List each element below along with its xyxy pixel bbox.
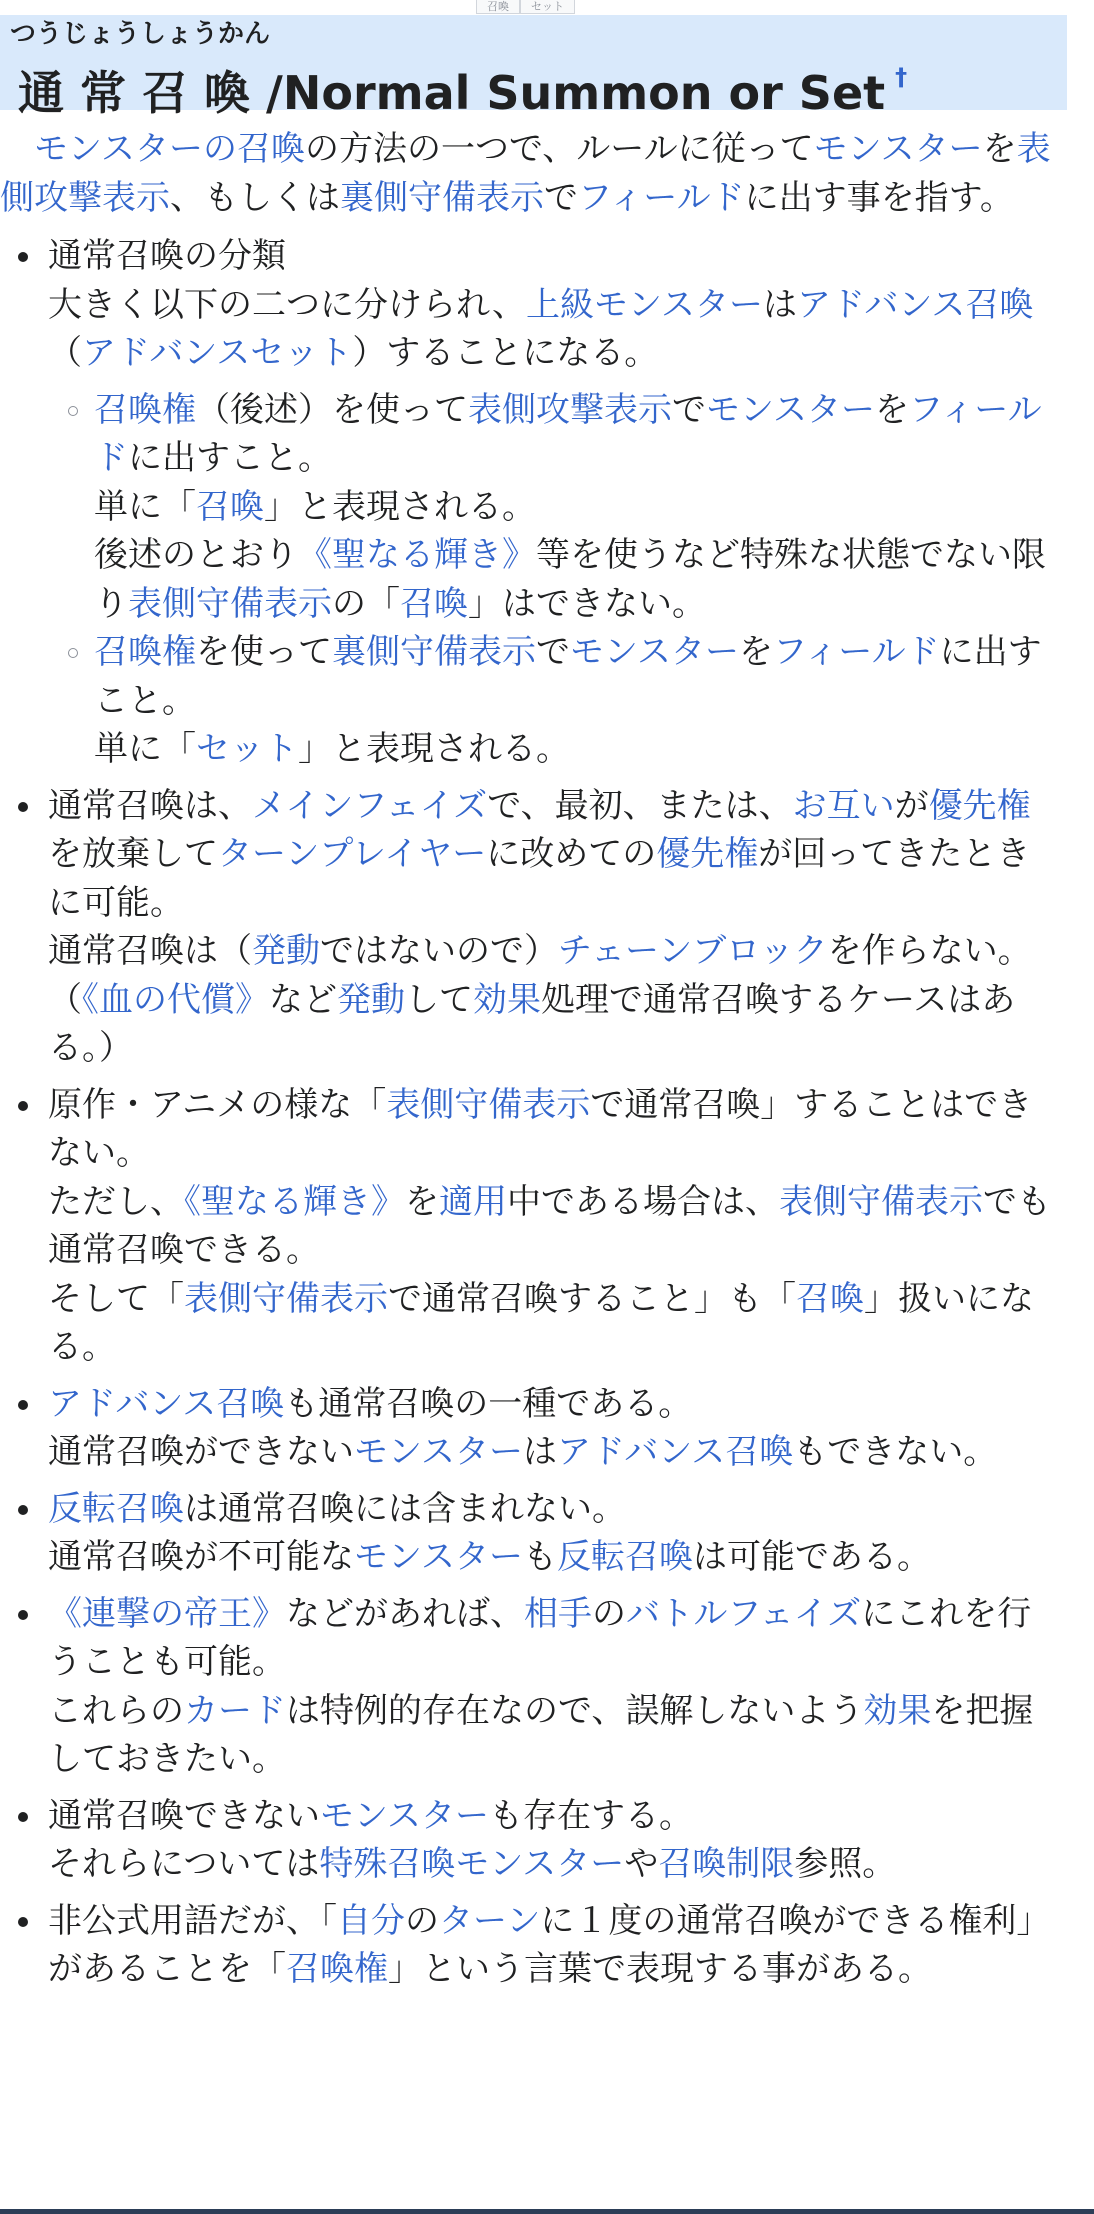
text-segment: ではないので） xyxy=(320,931,558,971)
tab-summon[interactable]: 召喚 xyxy=(476,0,520,14)
inline-link[interactable]: 表側守備表示 xyxy=(184,1278,388,1319)
text-segment: そして「 xyxy=(48,1278,184,1319)
text-segment: 」扱いになる。 xyxy=(48,1278,1034,1367)
text-segment: 」という言葉で表現する事がある。 xyxy=(388,1949,932,1989)
inline-link[interactable]: 《連撃の帝王》 xyxy=(48,1593,286,1634)
page-header xyxy=(0,15,1067,120)
text-segment: の「 xyxy=(332,583,400,624)
page-title-text: 通 常 召 喚 /Normal Summon or Set xyxy=(18,66,886,120)
list-item xyxy=(0,1081,1060,1372)
inline-link[interactable]: 上級モンスター xyxy=(526,284,764,325)
text-segment: も存在する。 xyxy=(488,1795,693,1836)
top-tabs xyxy=(476,0,575,14)
text-segment: に１度の通常召喚ができる権利」があることを「 xyxy=(48,1900,1051,1989)
text-segment: で xyxy=(544,177,578,218)
inline-link[interactable]: モンスターの召喚 xyxy=(34,129,305,169)
text-segment: 中である場合は、 xyxy=(507,1181,779,1222)
text-segment: に出すこと。 xyxy=(128,438,332,478)
list-item xyxy=(0,1485,1060,1582)
inline-link[interactable]: 優先権 xyxy=(656,834,759,874)
text-segment: に出すこと。 xyxy=(94,632,1042,721)
text-segment: で、最初、または、 xyxy=(487,785,793,826)
text-segment: を xyxy=(738,632,773,672)
inline-link[interactable]: 表側守備表示 xyxy=(128,583,332,624)
text-segment: 原作・アニメの様な「 xyxy=(48,1084,387,1125)
text-segment: 」と表現される。 xyxy=(264,486,536,527)
text-segment: もできない。 xyxy=(793,1432,998,1472)
inline-link[interactable]: 特殊召喚モンスター xyxy=(319,1844,625,1884)
list-item xyxy=(0,232,1060,774)
text-segment: は特例的存在なので、誤解しないよう xyxy=(286,1690,864,1731)
text-segment: を作らない。 xyxy=(827,931,1032,971)
text-segment: 、もしくは xyxy=(170,177,340,218)
text-segment: （ xyxy=(48,333,82,373)
inline-link[interactable]: カード xyxy=(184,1690,286,1731)
text-segment: などがあれば、 xyxy=(286,1593,524,1634)
intro-paragraph xyxy=(0,125,1060,222)
inline-link[interactable]: ターンプレイヤー xyxy=(218,834,487,874)
text-segment: ただし、 xyxy=(48,1181,184,1222)
text-segment: は通常召喚には含まれない。 xyxy=(184,1488,626,1529)
sub-list xyxy=(48,386,1060,774)
inline-link[interactable]: アドバンス召喚 xyxy=(556,1432,794,1472)
text-segment xyxy=(0,129,34,169)
text-segment: （ xyxy=(48,979,82,1020)
text-segment: で xyxy=(672,389,706,430)
inline-link[interactable]: 表側攻撃表示 xyxy=(0,129,1051,218)
text-segment: も通常召喚の一種である。 xyxy=(284,1383,693,1424)
text-segment: は xyxy=(763,284,798,325)
inline-link[interactable]: 召喚 xyxy=(400,583,468,624)
text-segment: 処理で通常召喚するケースはある。） xyxy=(48,979,1016,1068)
inline-link[interactable]: 召喚制限 xyxy=(658,1844,795,1884)
text-segment: 単に「 xyxy=(94,729,196,769)
inline-link[interactable]: 反転召喚 xyxy=(556,1537,693,1577)
inline-link[interactable]: 《聖なる輝き》 xyxy=(298,535,536,575)
inline-link[interactable]: 召喚権 xyxy=(94,389,196,430)
text-segment: を放棄して xyxy=(48,834,218,874)
list-item xyxy=(0,1792,1060,1889)
text-segment: （後述）を使って xyxy=(196,389,468,430)
inline-link[interactable]: 《血の代償》 xyxy=(82,979,269,1020)
text-segment: を xyxy=(982,129,1017,169)
text-segment: に出す事を指す。 xyxy=(744,177,1014,218)
inline-link[interactable]: メインフェイズ xyxy=(252,785,488,826)
text-segment: 通常召喚の分類 xyxy=(48,236,286,276)
text-segment: それらについては xyxy=(48,1844,320,1884)
text-segment: は可能である。 xyxy=(692,1537,931,1577)
article-body xyxy=(0,125,1060,2002)
inline-link[interactable]: フィールド xyxy=(94,389,1042,478)
sub-list-item xyxy=(48,628,1060,774)
inline-link[interactable]: 優先権 xyxy=(928,785,1031,826)
text-segment: も xyxy=(522,1537,557,1577)
text-segment: を xyxy=(405,1181,439,1222)
inline-link[interactable]: 表側守備表示 xyxy=(386,1084,591,1125)
inline-link[interactable]: 召喚権 xyxy=(286,1949,388,1989)
inline-link[interactable]: フィールド xyxy=(578,177,745,218)
text-segment: 」と表現される。 xyxy=(298,729,570,769)
text-segment: 後述のとおり xyxy=(94,535,298,575)
text-segment: 通常召喚は（ xyxy=(48,931,252,971)
inline-link[interactable]: 相手 xyxy=(524,1593,592,1634)
text-segment: の方法の一つで、ルールに従って xyxy=(304,129,814,169)
text-segment: して xyxy=(405,979,473,1020)
text-segment: が回ってきたときに可能。 xyxy=(48,834,1031,923)
text-segment: を xyxy=(874,389,909,430)
inline-link[interactable]: 自分 xyxy=(337,1900,405,1941)
text-segment: に改めての xyxy=(486,834,657,874)
text-segment: 非公式用語だが、「 xyxy=(48,1900,337,1941)
text-segment: が xyxy=(894,785,929,826)
dagger-link[interactable]: † xyxy=(895,63,908,91)
inline-link[interactable]: モンスター xyxy=(570,632,739,672)
inline-link[interactable]: セット xyxy=(196,729,298,769)
text-segment: の xyxy=(592,1593,626,1634)
inline-link[interactable]: アドバンス召喚 xyxy=(48,1383,285,1424)
text-segment: 」はできない。 xyxy=(468,583,706,624)
list-item xyxy=(0,1380,1060,1477)
inline-link[interactable]: モンスター xyxy=(354,1537,523,1577)
inline-link[interactable]: 適用 xyxy=(439,1181,507,1222)
text-segment: を使って xyxy=(196,632,332,672)
text-segment: 単に「 xyxy=(94,486,196,527)
inline-link[interactable]: お互い xyxy=(792,785,895,826)
bullet-list xyxy=(0,232,1060,1994)
tab-set[interactable]: セット xyxy=(520,0,575,14)
text-segment: など xyxy=(269,979,337,1020)
text-segment: や xyxy=(624,1844,659,1884)
inline-link[interactable]: アドバンスセット xyxy=(82,333,353,373)
list-item xyxy=(0,1590,1060,1784)
inline-link[interactable]: 裏側守備表示 xyxy=(340,177,544,218)
inline-link[interactable]: 反転召喚 xyxy=(48,1488,184,1529)
text-segment: を把握しておきたい。 xyxy=(48,1690,1034,1779)
page-title xyxy=(18,49,907,121)
text-segment: これらの xyxy=(48,1690,184,1731)
inline-link[interactable]: 効果 xyxy=(473,979,541,1020)
inline-link[interactable]: 表側守備表示 xyxy=(779,1181,983,1222)
inline-link[interactable]: ターン xyxy=(439,1900,541,1941)
text-segment: は xyxy=(522,1432,557,1472)
inline-link[interactable]: モンスター xyxy=(813,129,983,169)
text-segment: 大きく以下の二つに分けられ、 xyxy=(48,284,527,325)
sub-list-item xyxy=(48,386,1060,629)
bottom-bar xyxy=(0,2209,1094,2214)
inline-link[interactable]: 表側攻撃表示 xyxy=(468,389,672,430)
inline-link[interactable]: 発動 xyxy=(337,979,405,1020)
title-ruby: つうじょうしょうかん xyxy=(10,19,271,49)
list-item xyxy=(0,782,1060,1073)
inline-link[interactable]: 裏側守備表示 xyxy=(332,632,536,672)
inline-link[interactable]: 召喚 xyxy=(196,486,264,527)
inline-link[interactable]: モンスター xyxy=(706,389,875,430)
text-segment: の xyxy=(405,1900,439,1941)
inline-link[interactable]: フィールド xyxy=(772,632,940,672)
text-segment: 参照。 xyxy=(794,1844,897,1884)
inline-link[interactable]: 発動 xyxy=(252,931,320,971)
text-segment: で通常召喚すること」も「 xyxy=(388,1278,796,1319)
text-segment: で通常召喚」することはできない。 xyxy=(48,1084,1033,1173)
text-segment: 通常召喚が不可能な xyxy=(48,1537,354,1577)
text-segment: ）することになる。 xyxy=(352,333,659,373)
text-segment: 通常召喚は、 xyxy=(48,785,252,826)
inline-link[interactable]: モンスター xyxy=(320,1795,489,1836)
text-segment: 等を使うなど特殊な状態でない限り xyxy=(94,535,1046,624)
inline-link[interactable]: バトルフェイズ xyxy=(626,1593,862,1634)
inline-link[interactable]: 召喚 xyxy=(796,1278,864,1319)
text-segment: 通常召喚できない xyxy=(48,1795,320,1836)
list-item xyxy=(0,1897,1060,1994)
inline-link[interactable]: 《聖なる輝き》 xyxy=(184,1181,405,1222)
inline-link[interactable]: モンスター xyxy=(354,1432,523,1472)
text-segment: にこれを行うことも可能。 xyxy=(48,1593,1032,1682)
inline-link[interactable]: アドバンス召喚 xyxy=(797,284,1034,325)
inline-link[interactable]: チェーンブロック xyxy=(558,931,828,971)
inline-link[interactable]: 効果 xyxy=(863,1690,932,1731)
inline-link[interactable]: 召喚権 xyxy=(94,632,196,672)
text-segment: で xyxy=(536,632,570,672)
text-segment: 通常召喚ができない xyxy=(48,1432,354,1472)
text-segment: でも通常召喚できる。 xyxy=(48,1181,1051,1270)
